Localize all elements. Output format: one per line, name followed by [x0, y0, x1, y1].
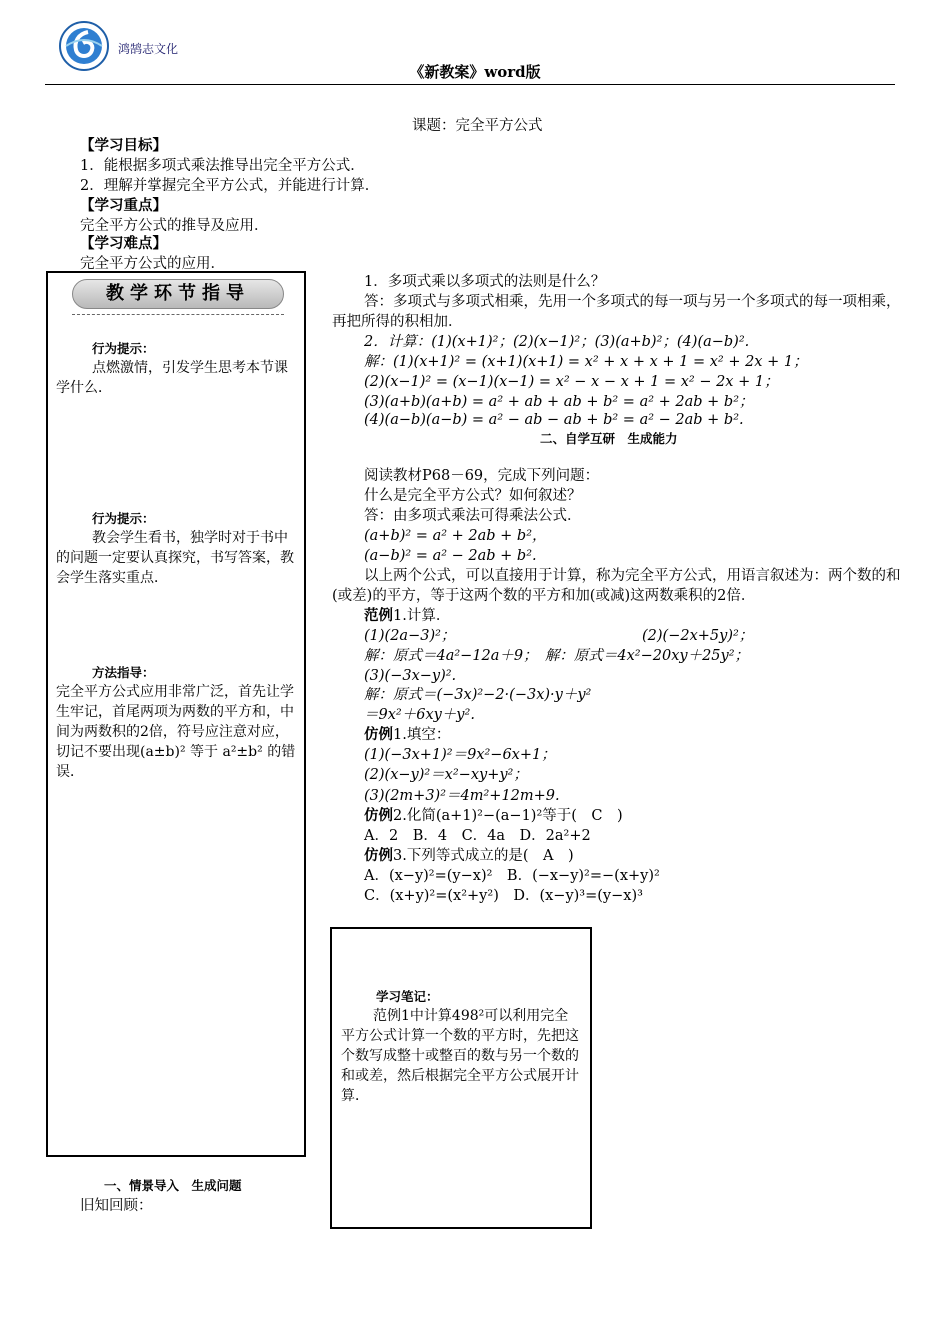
example-part-1: (1)(2a−3)²；: [364, 628, 456, 644]
example-solutions-1-2: 解：原式＝4a²−12a＋9； 解：原式＝4x²−20xy＋25y²；: [364, 648, 750, 664]
example-part-2: (2)(−2x+5y)²；: [642, 628, 754, 644]
read-instruction: 阅读教材P68－69，完成下列问题：: [364, 468, 600, 484]
follow-1-c: (3)(2m+3)²＝4m²+12m+9.: [364, 788, 560, 804]
solution-4: (4)(a−b)(a−b) = a² − ab − ab + b² = a² − 2ab + b².: [364, 412, 744, 428]
hint2-text: 教会学生看书，独学时对于书中的问题一定要认真探究，书写答案，教会学生落实重点．: [56, 530, 294, 586]
guide-title: 教学环节指导: [72, 279, 284, 309]
follow-2-label: 仿例: [364, 807, 393, 824]
solution-1: 解：(1)(x+1)² = (x+1)(x+1) = x² + x + x + 1 = x² + 2x + 1；: [364, 354, 808, 370]
formula-answer: 答：由多项式乘法可得乘法公式．: [364, 508, 582, 524]
follow-1-b: (2)(x−y)²＝x²−xy+y²；: [364, 767, 528, 783]
follow-2-heading: [364, 806, 623, 826]
follow-3-options-cd: C．(x+y)²=(x²+y²) D．(x−y)³=(y−x)³: [364, 888, 643, 904]
example-part-3: (3)(−3x−y)².: [364, 668, 457, 684]
brand-name: 鸿鹄志文化: [118, 42, 179, 56]
follow-3-heading: [364, 846, 574, 866]
lesson-title: 课题：完全平方公式: [412, 118, 543, 134]
follow-3-label: 仿例: [364, 847, 393, 864]
follow-2-text: 2.化简(a+1)²−(a−1)²等于( C ): [393, 808, 623, 824]
key-points-label: 【学习重点】: [80, 197, 167, 214]
goal-item-2: 2．理解并掌握完全平方公式，并能进行计算．: [80, 178, 380, 194]
section1-title: 一、情景导入 生成问题: [104, 1178, 242, 1193]
formula-2: (a−b)² = a² − 2ab + b².: [364, 548, 537, 564]
doc-title: 《新教案》word版: [409, 63, 541, 81]
solution-2: (2)(x−1)² = (x−1)(x−1) = x² − x − x + 1 = x² − 2x + 1；: [364, 374, 779, 390]
hint1-text: 点燃激情，引发学生思考本节课学什么．: [56, 360, 288, 396]
example-solution-3b: ＝9x²＋6xy＋y².: [364, 707, 475, 723]
goals-label: 【学习目标】: [80, 137, 167, 154]
question-2: 2．计算：(1)(x+1)²；(2)(x−1)²；(3)(a+b)²；(4)(a−b)².: [364, 334, 750, 350]
solution-3: (3)(a+b)(a+b) = a² + ab + ab + b² = a² + 2ab + b²；: [364, 394, 754, 410]
formula-description: 以上两个公式，可以直接用于计算，称为完全平方公式，用语言叙述为：两个数的和(或差)的平方，等于这两个数的平方和加(或减)这两数乘积的2倍．: [332, 568, 901, 604]
method-label: 方法指导：: [92, 665, 155, 680]
review-label: 旧知回顾：: [80, 1198, 153, 1214]
example-label: 范例: [364, 607, 393, 624]
formula-1: (a+b)² = a² + 2ab + b²，: [364, 528, 547, 544]
difficulty-text: 完全平方公式的应用．: [80, 256, 225, 272]
header-rule: [45, 84, 895, 85]
difficulty-label: 【学习难点】: [80, 235, 167, 252]
method-text: 完全平方公式应用非常广泛，首先让学生牢记，首尾两项为两数的平方和，中间为两数积的2倍，符号应注意对应，切记不要出现(a±b)² 等于 a²±b² 的错误．: [56, 684, 296, 780]
follow-3-options-ab: A．(x−y)²=(y−x)² B．(−x−y)²=−(x+y)²: [364, 868, 660, 884]
guide-divider: [72, 314, 284, 315]
follow-1-heading: [364, 725, 450, 745]
what-question: 什么是完全平方公式？如何叙述？: [364, 488, 582, 504]
example-text: 1.计算．: [393, 608, 451, 624]
goal-item-1: 1．能根据多项式乘法推导出完全平方公式．: [80, 158, 365, 174]
hint2-label: 行为提示：: [92, 511, 155, 526]
follow-1-text: 1.填空：: [393, 727, 451, 743]
follow-3-text: 3.下列等式成立的是( A ): [393, 848, 574, 864]
follow-1-label: 仿例: [364, 726, 393, 743]
example-solution-3a: 解：原式＝(−3x)²−2·(−3x)·y＋y²: [364, 687, 592, 703]
key-points-text: 完全平方公式的推导及应用．: [80, 218, 269, 234]
hint1-label: 行为提示：: [92, 341, 155, 356]
follow-2-options: A．2 B．4 C．4a D．2a²+2: [364, 828, 591, 844]
example-1-heading: [364, 606, 450, 626]
notes-text: 范例1中计算498²可以利用完全平方公式计算一个数的平方时，先把这个数写成整十或整百的数与另一个数的和或差，然后根据完全平方公式展开计算．: [341, 1008, 579, 1104]
section2-title: 二、自学互研 生成能力: [540, 431, 678, 446]
notes-label: 学习笔记：: [376, 989, 439, 1004]
question-1: 1．多项式乘以多项式的法则是什么？: [364, 274, 606, 290]
answer-1: 答：多项式与多项式相乘，先用一个多项式的每一项与另一个多项式的每一项相乘，再把所得的积相加．: [332, 294, 901, 330]
follow-1-a: (1)(−3x+1)²＝9x²−6x+1；: [364, 747, 556, 763]
